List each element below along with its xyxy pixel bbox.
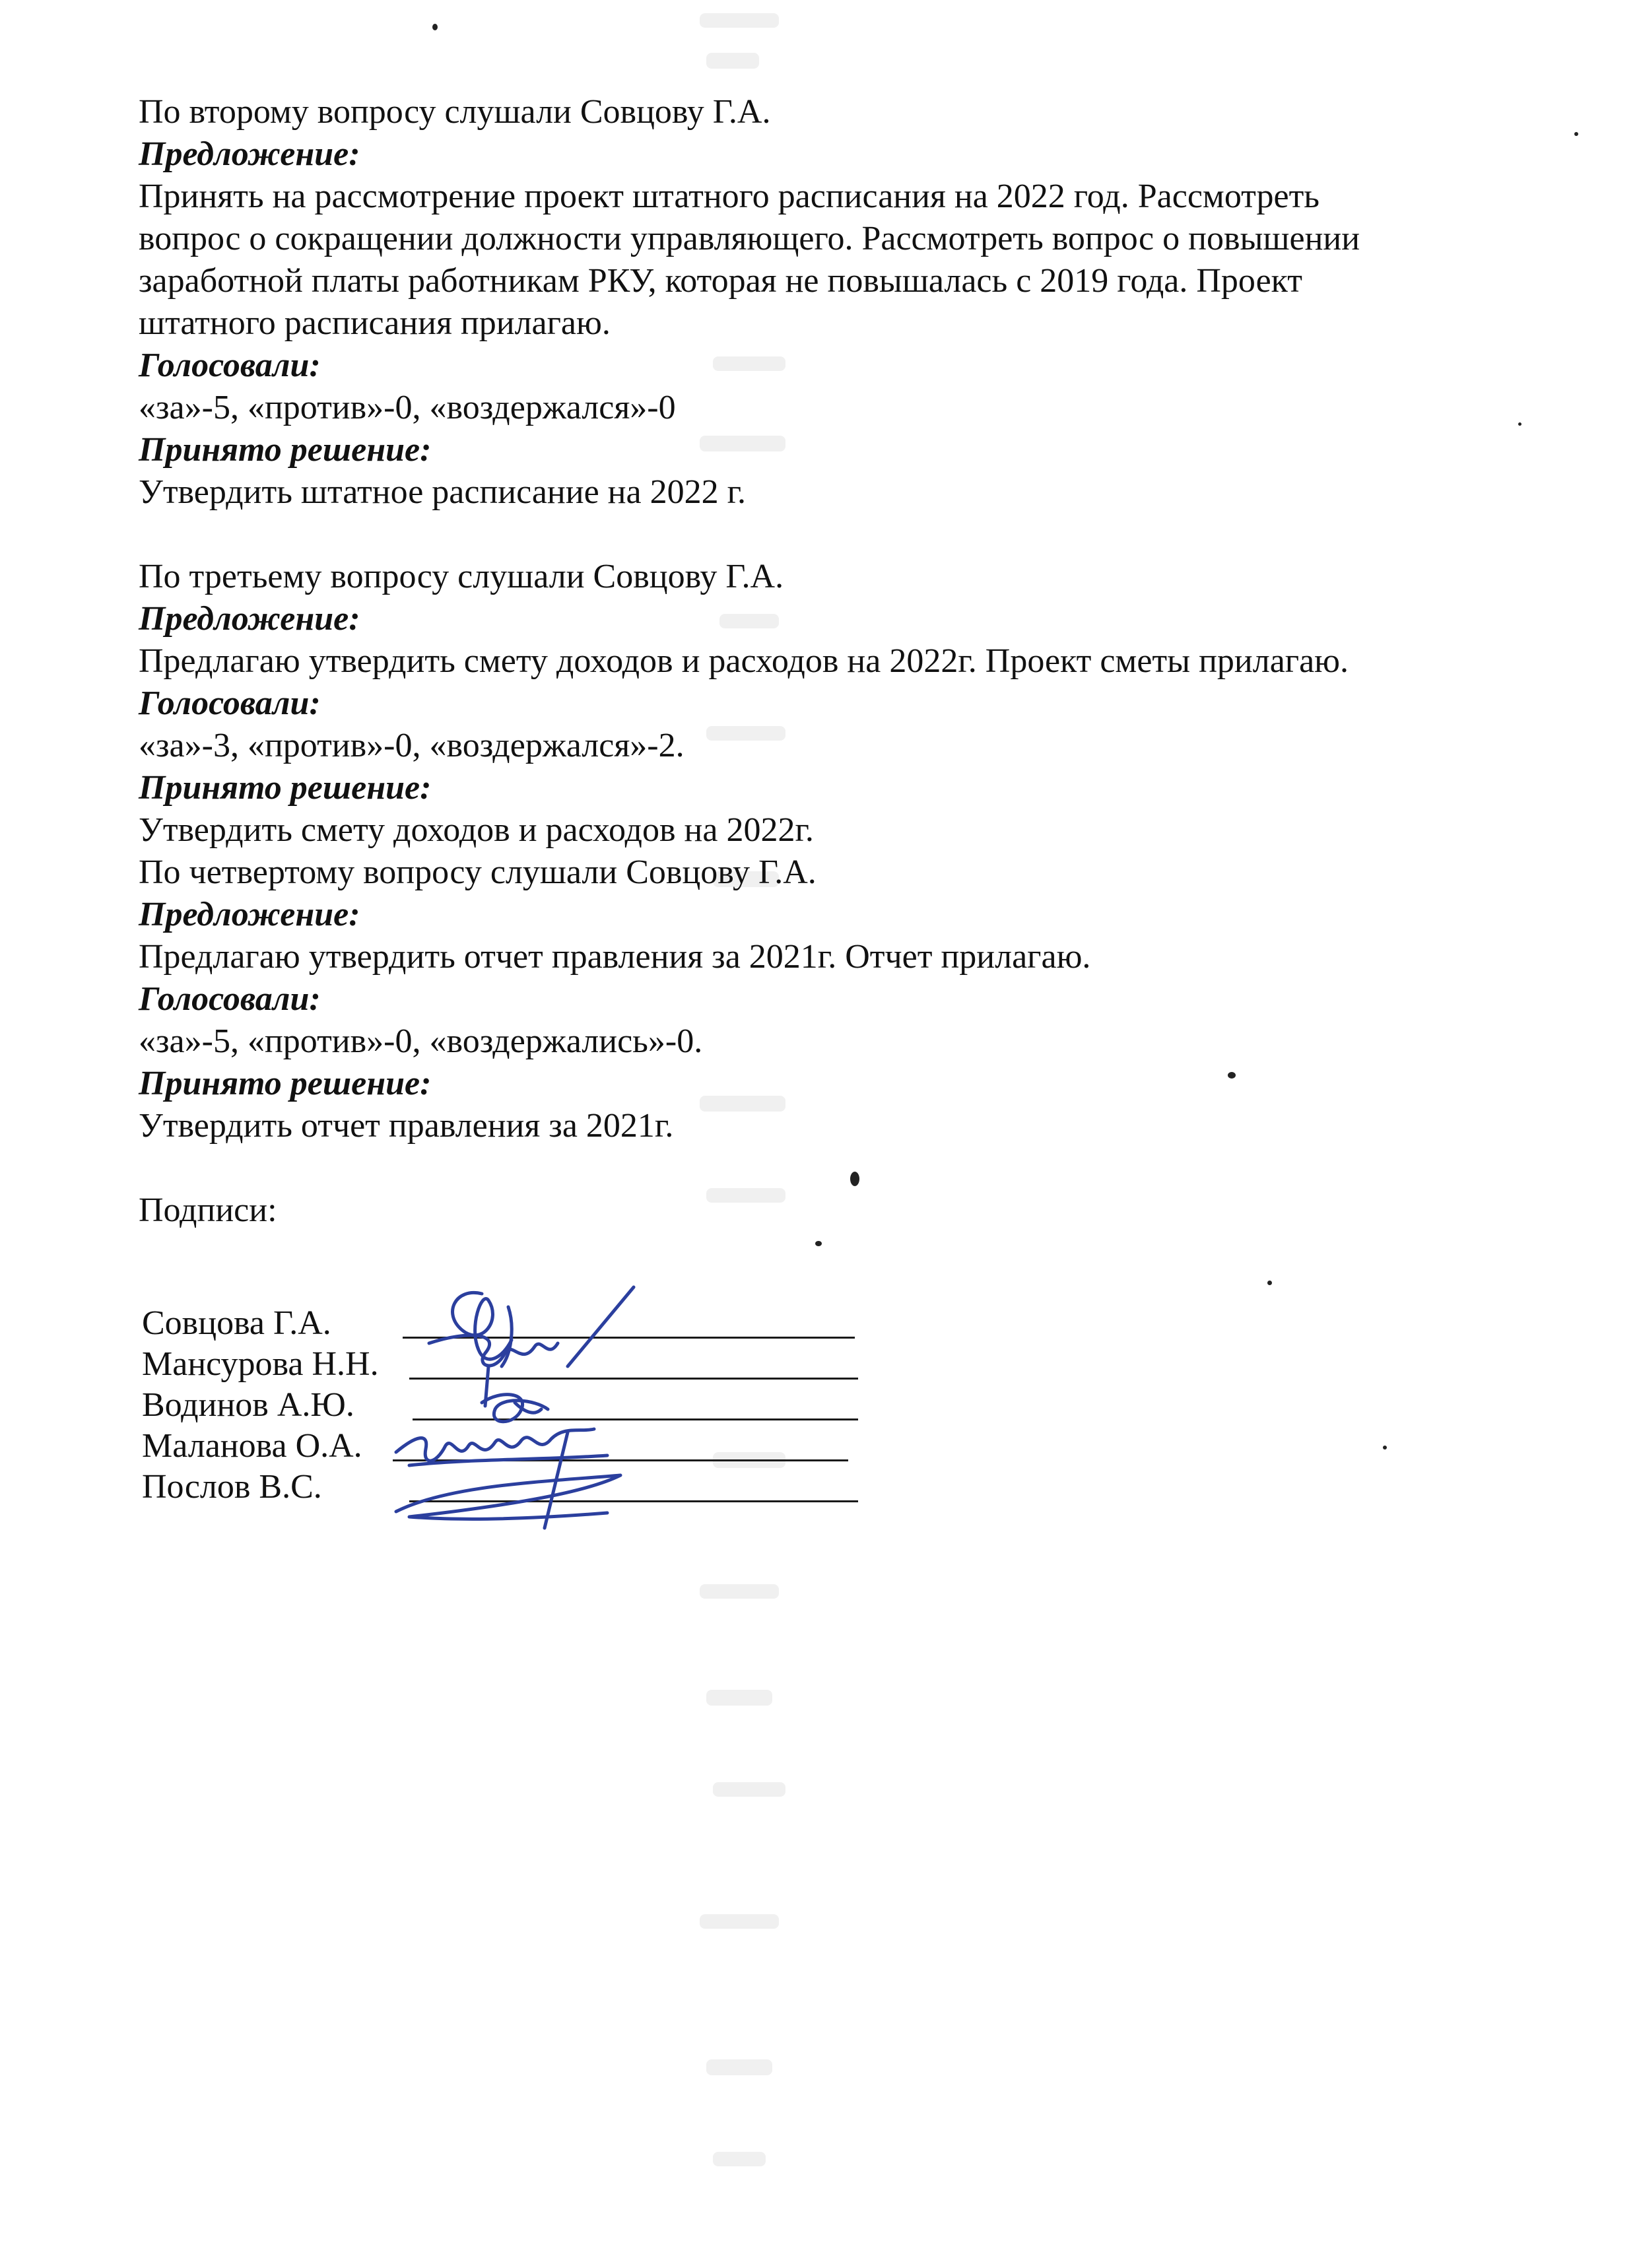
question4-decision: Утвердить отчет правления за 2021г.: [139, 1107, 674, 1145]
question4-proposal: Предлагаю утвердить отчет правления за 2021г. Отчет прилагаю.: [139, 938, 1091, 976]
signature-mark: [568, 1287, 634, 1366]
signer-row: [142, 1303, 379, 1344]
scan-speck: [1383, 1446, 1387, 1450]
question3-decision: Утвердить смету доходов и расходов на 2022г.: [139, 811, 814, 849]
question3-proposal: Предлагаю утвердить смету доходов и расходов на 2022г. Проект сметы прилагаю.: [139, 642, 1349, 680]
question2-decision: Утвердить штатное расписание на 2022 г.: [139, 473, 747, 511]
section-gap: [139, 1147, 1558, 1189]
signature-mark: [453, 1292, 512, 1359]
signer-name: Водинов А.Ю.: [142, 1386, 354, 1424]
question3-proposal-heading: Предложение:: [139, 600, 360, 638]
minutes-body: [139, 91, 1558, 1232]
question4-vote-result: «за»-5, «против»-0, «воздержались»-0.: [139, 1022, 703, 1060]
scan-speck: [1267, 1281, 1272, 1285]
question2-vote-result: «за»-5, «против»-0, «воздержался»-0: [139, 389, 676, 426]
signer-row: [142, 1467, 379, 1508]
signature-mark: [482, 1395, 548, 1422]
signature-list: [142, 1303, 379, 1508]
signature-mark: [429, 1335, 558, 1366]
signer-name: Маланова О.А.: [142, 1427, 362, 1465]
question2-proposal-line: заработной платы работникам РКУ, которая не повышалась с 2019 года. Проект: [139, 262, 1302, 300]
question4-decision-heading: Принято решение:: [139, 1065, 432, 1102]
signer-name: Мансурова Н.Н.: [142, 1345, 379, 1383]
signer-row: [142, 1426, 379, 1467]
question4-intro: По четвертому вопросу слушали Совцову Г.А.: [139, 853, 817, 891]
signature-mark: [396, 1475, 620, 1519]
question3-vote-result: «за»-3, «против»-0, «воздержался»-2.: [139, 727, 685, 764]
question2-decision-heading: Принято решение:: [139, 431, 432, 469]
question3-decision-heading: Принято решение:: [139, 769, 432, 807]
question2-proposal-line: Принять на рассмотрение проект штатного расписания на 2022 год. Рассмотреть: [139, 178, 1320, 215]
signer-name: Послов В.С.: [142, 1468, 322, 1506]
signer-row: [142, 1385, 379, 1426]
scan-speck: [1574, 132, 1578, 136]
signer-name: Совцова Г.А.: [142, 1304, 331, 1342]
signatures-heading: Подписи:: [139, 1191, 277, 1229]
scan-speck: [432, 24, 438, 30]
scan-speck: [815, 1241, 822, 1246]
question2-intro: По второму вопросу слушали Совцову Г.А.: [139, 93, 771, 131]
handwritten-signatures: [370, 1267, 739, 1545]
question3-intro: По третьему вопросу слушали Совцову Г.А.: [139, 558, 784, 595]
question2-proposal-line: вопрос о сокращении должности управляющего. Рассмотреть вопрос о повышении: [139, 220, 1360, 257]
question2-voted-heading: Голосовали:: [139, 347, 321, 384]
question2-proposal-heading: Предложение:: [139, 135, 360, 173]
question4-voted-heading: Голосовали:: [139, 980, 321, 1018]
question4-proposal-heading: Предложение:: [139, 896, 360, 933]
section-gap: [139, 514, 1558, 556]
question2-proposal-line: штатного расписания прилагаю.: [139, 304, 611, 342]
question3-voted-heading: Голосовали:: [139, 684, 321, 722]
signer-row: [142, 1344, 379, 1385]
